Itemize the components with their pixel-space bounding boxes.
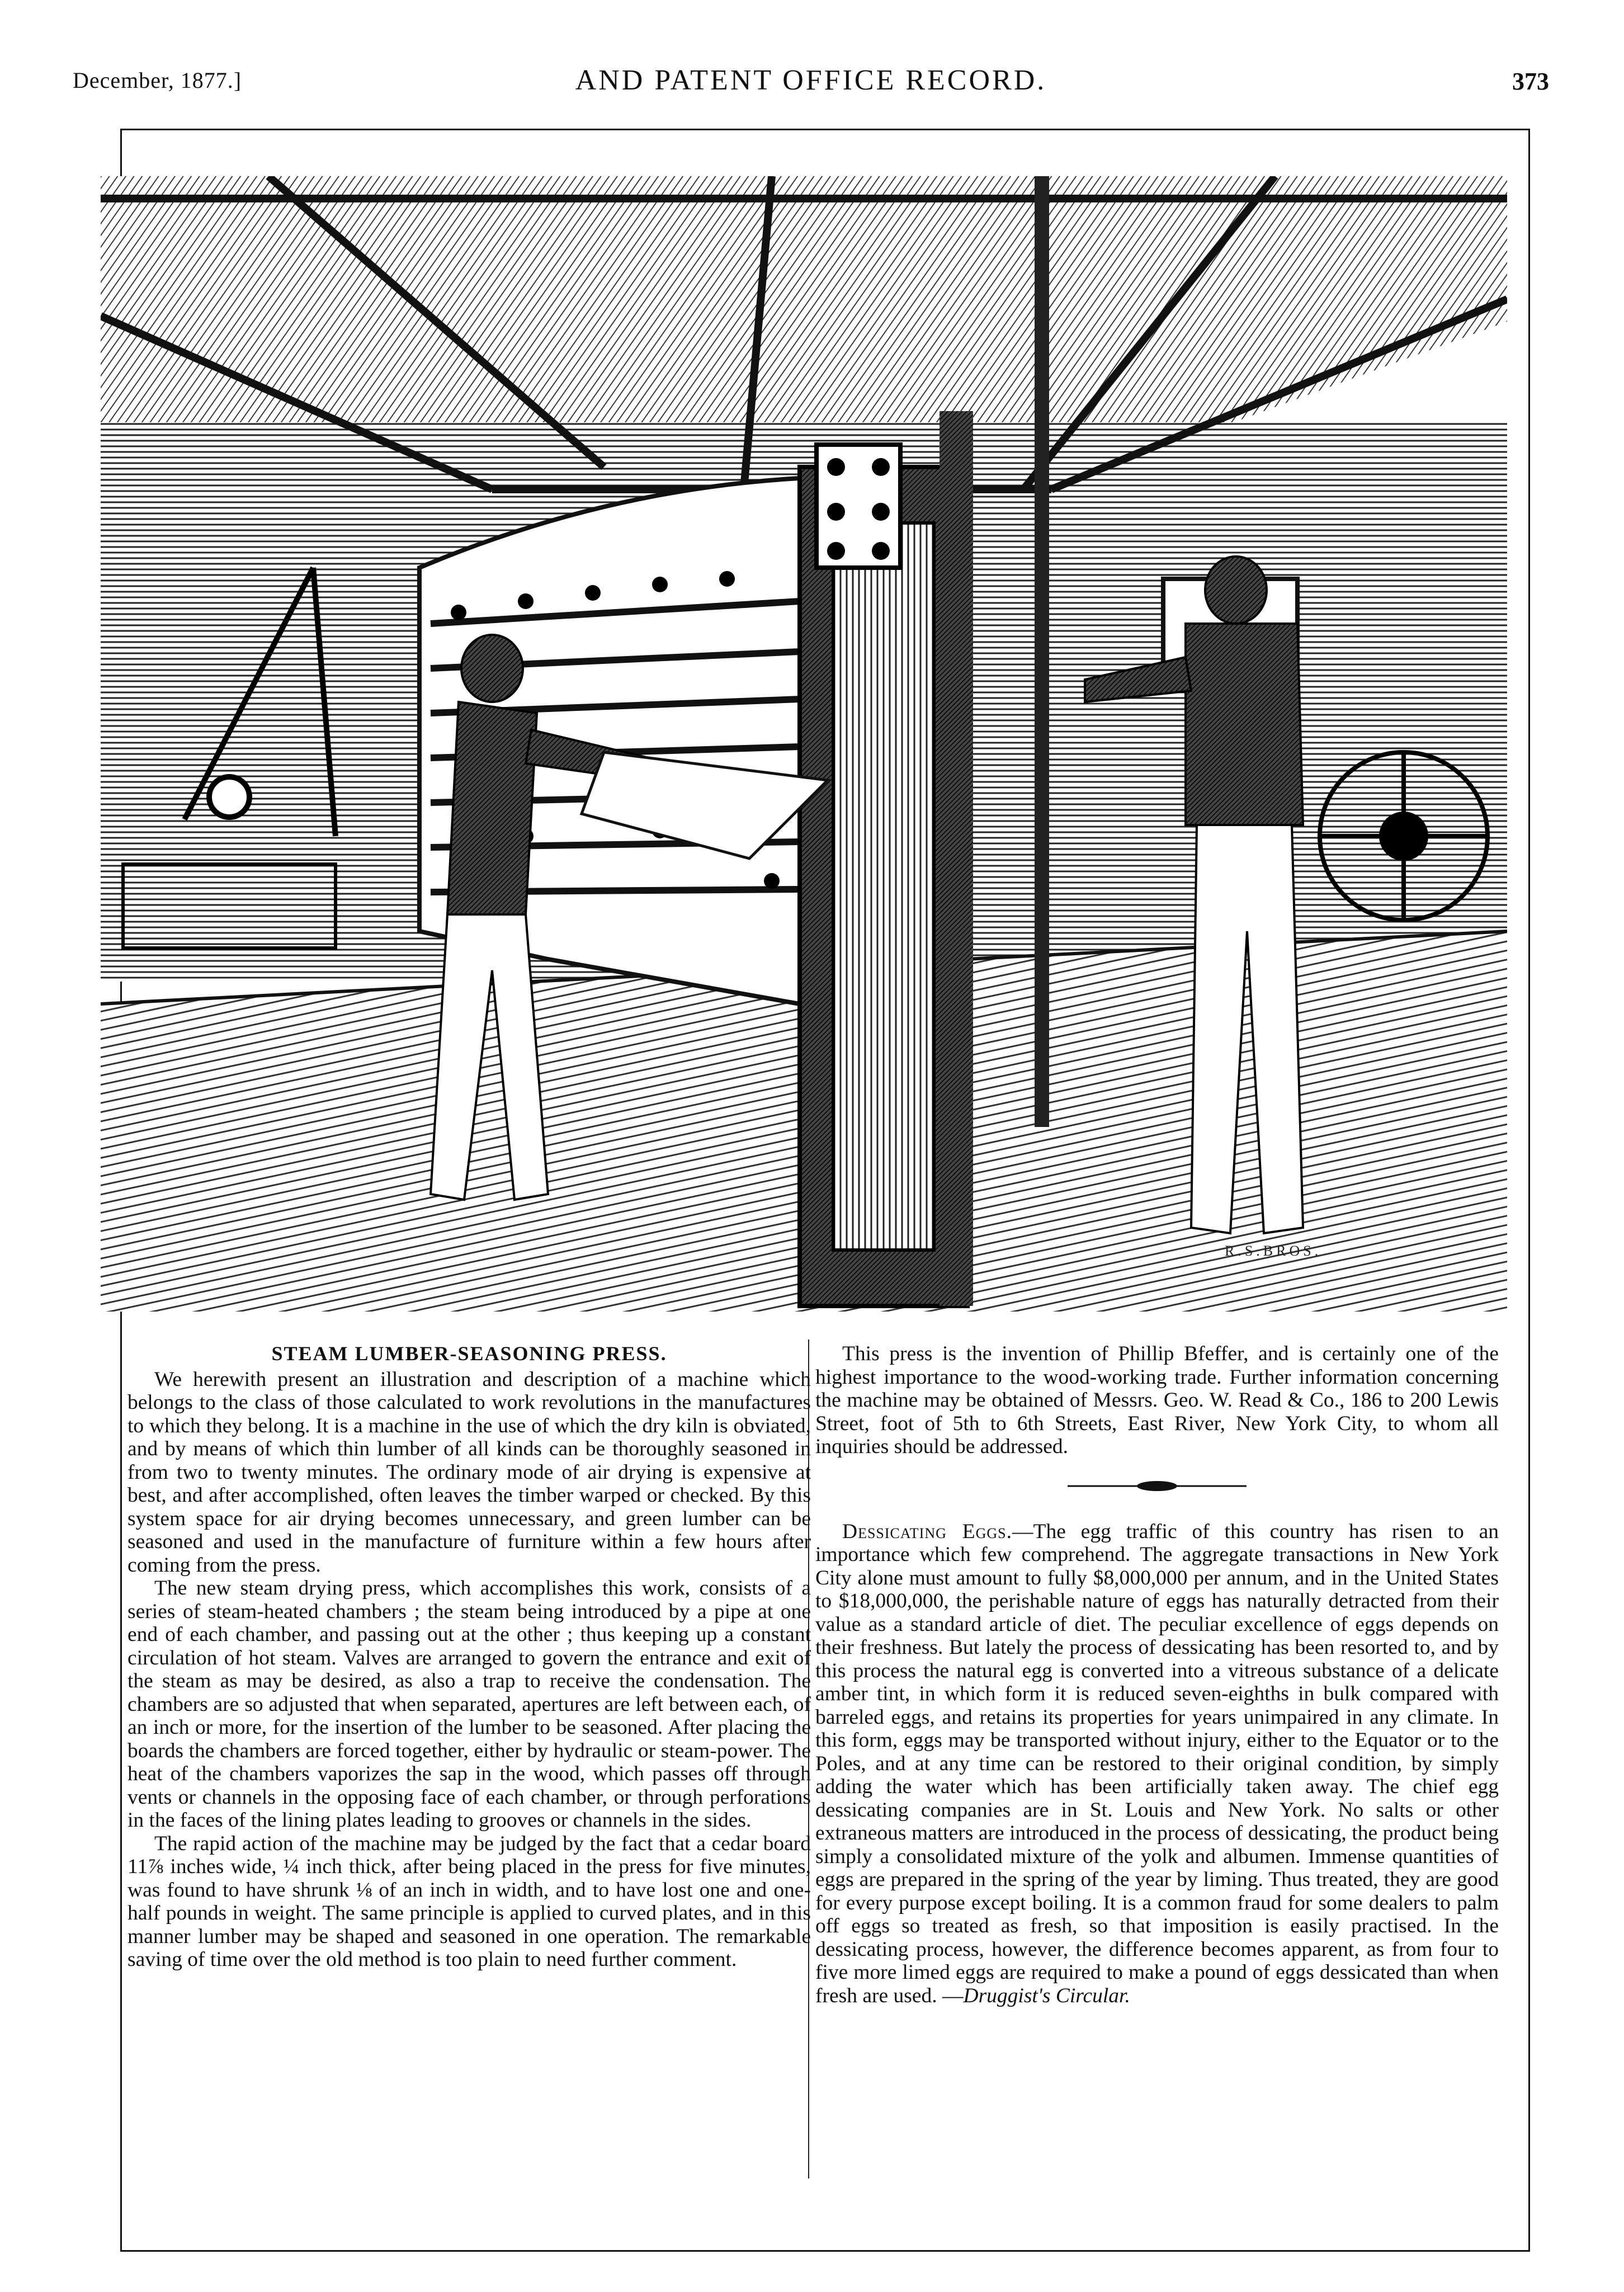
eggs-article-body: —The egg traffic of this country has risen to an importance which few comprehend. The aggregate transactions in New York City alone must amount to fully $8,000,000 per annum, and in the United States to $18,000,000, the perishable nature of eggs has naturally detracted from their value as a standard article of diet. The peculiar excellence of eggs depends on their freshness. But lately the process of dessicating has been resorted to, and by this process the natural egg is converted into a vitreous substance of a delicate amber tint, in which form it is reduced seven-eighths in bulk compared with barreled eggs, and retains its properties for years unimpaired in any climate. In this form, eggs may be transported without injury, either to the Equator or to the Poles, and at any time can be restored to their original condition, by simply adding the water which has been artificially taken away. The chief egg dessicating companies are in St. Louis and New York. No salts or other extraneous matters are introduced in the process of dessicating, the product being simply a consolidated mixture of the yolk and albumen. Immense quantities of eggs are prepared in the spring of the year by liming. Thus treated, they are good for every purpose except boiling. It is a common fraud for some dealers to palm off eggs so treated as fresh, so that imposition is easily practised. In the dessicating process, however, the difference becomes apparent, as from four to five more limed eggs are required to make a pound of eggs dessicated than when fresh are used. —	[815, 1520, 1499, 2007]
article-paragraph: We herewith present an illustration and description of a machine which belongs to the class of those calculated to work revolutions in the manufactures to which they belong. It is a machine in the use of which the dry kiln is obviated, and by means of which thin lumber of all kinds can be thoroughly seasoned in from two to twenty minutes. The ordinary mode of air drying is expensive at best, and after accomplished, often leaves the timber warped or checked. By this system space for air drying becomes unnecessary, and green lumber can be seasoned and used in the manufacture of furniture within a few hours after coming from the press.	[128, 1367, 811, 1577]
article-paragraph: This press is the invention of Phillip Bfeffer, and is certainly one of the highest importance to the wood-working trade. Further information concerning the machine may be obtained of Messrs. Geo. W. Read & Co., 186 to 200 Lewis Street, foot of 5th to 6th Streets, East River, New York City, to whom all inquiries should be addressed.	[815, 1342, 1499, 1458]
eggs-article-source: Druggist's Circular.	[963, 1984, 1130, 2007]
article-paragraph: The new steam drying press, which accomplishes this work, consists of a series of steam-heated chambers ; the steam being introduced by a pipe at one end of each chamber, and passing out at the other ; thus keeping up a constant circulation of hot steam. Valves are arranged to govern the entrance and exit of the steam as may be desired, as also a trap to receive the condensation. The chambers are so adjusted that when separated, apertures are left between each, of an inch or more, for the insertion of the lumber to be seasoned. After placing the boards the chambers are forced together, either by hydraulic or steam-power. The heat of the chambers vaporizes the sap in the wood, which passes off through vents or channels in the opposing face of each chamber, or through perforations in the faces of the lining plates leading to grooves or channels in the sides.	[128, 1577, 811, 1832]
article-title: STEAM LUMBER-SEASONING PRESS.	[271, 1342, 667, 1365]
running-header	[73, 64, 1549, 117]
column-right	[815, 1342, 1499, 2007]
section-ornament	[1068, 1478, 1247, 1494]
eggs-article	[815, 1520, 1499, 2008]
issue-date: December, 1877.]	[73, 68, 242, 93]
article-paragraph: The rapid action of the machine may be judged by the fact that a cedar board 11⅞ inches wide, ¼ inch thick, after being placed in the press for five minutes, was found to have shrunk ⅛ of an inch in width, and to have lost one and one-half pounds in weight. The same principle is applied to curved plates, and in this manner lumber may be shaped and seasoned in one operation. The remarkable saving of time over the old method is too plain to need further comment.	[128, 1832, 811, 1971]
engraver-signature: R.S.BROS.	[1225, 1243, 1322, 1259]
page-number: 373	[1512, 68, 1549, 95]
column-left	[128, 1342, 811, 1972]
eggs-article-lead: Dessicating Eggs.	[842, 1520, 1013, 1543]
publication-title: AND PATENT OFFICE RECORD.	[575, 64, 1047, 96]
steam-press-engraving	[101, 176, 1507, 1312]
